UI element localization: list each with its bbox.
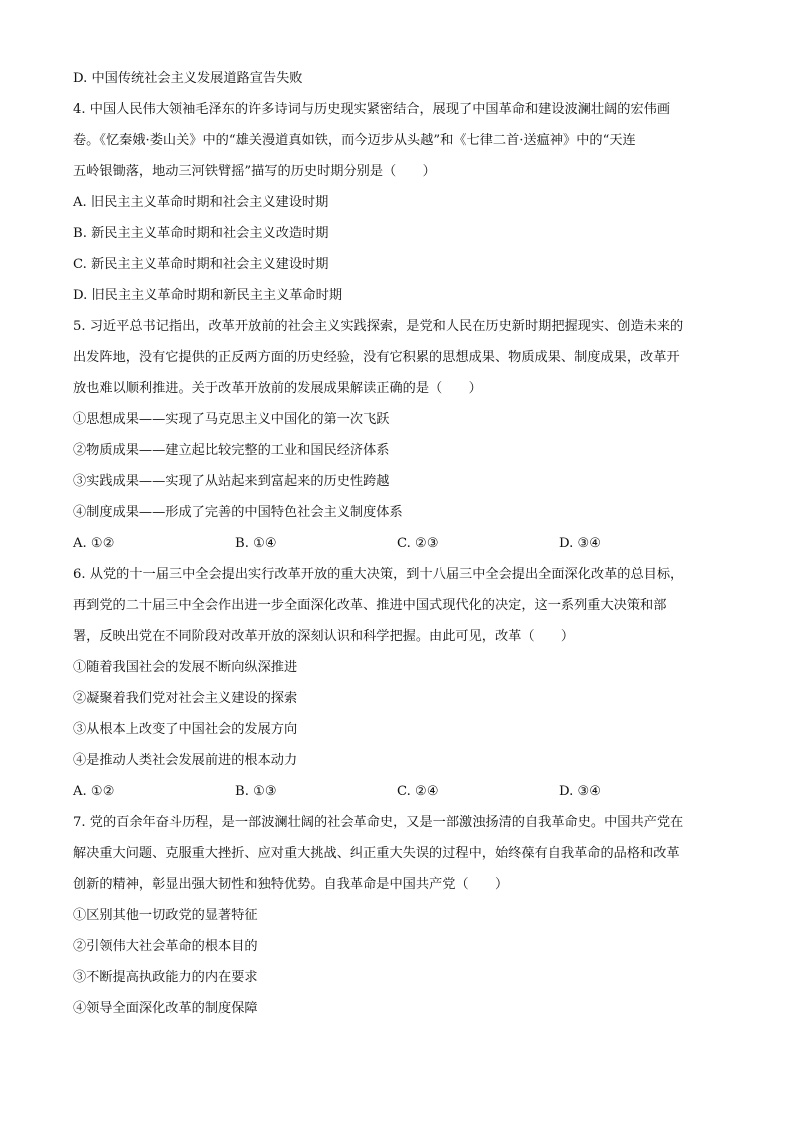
question-list bbox=[73, 63, 723, 1024]
option-b: B. 新民主主义革命时期和社会主义改造时期 bbox=[73, 226, 329, 241]
choice-a: A. ①② bbox=[73, 536, 115, 551]
choice-c: C. ②④ bbox=[397, 784, 439, 799]
stem-line: 署，反映出党在不同阶段对改革开放的深刻认识和科学把握。由此可见，改革（ ） bbox=[73, 629, 575, 644]
choice-b: B. ①③ bbox=[235, 784, 277, 799]
stem-line: 再到党的二十届三中全会作出进一步全面深化改革、推进中国式现代化的决定，这一系列重大决策和部 bbox=[73, 598, 667, 613]
question-stem bbox=[73, 807, 723, 900]
stem-line: 出发阵地，没有它提供的正反两方面的历史经验，没有它积累的思想成果、物质成果、制度成果，改革开 bbox=[73, 350, 680, 365]
choice-b: B. ①④ bbox=[235, 536, 277, 551]
stem-line: 放也难以顺利推进。关于改革开放前的发展成果解读正确的是（ ） bbox=[73, 381, 482, 396]
choice-a: A. ①② bbox=[73, 784, 115, 799]
statement-item: ②引领伟大社会革命的根本目的 bbox=[73, 939, 258, 954]
statement-item: ④领导全面深化改革的制度保障 bbox=[73, 1001, 258, 1016]
statement-item: ④是推动人类社会发展前进的根本动力 bbox=[73, 753, 298, 768]
choice-d: D. ③④ bbox=[559, 536, 602, 551]
statement-item: ②物质成果——建立起比较完整的工业和国民经济体系 bbox=[73, 443, 390, 458]
choice-c: C. ②③ bbox=[397, 536, 439, 551]
statement-item: ③不断提高执政能力的内在要求 bbox=[73, 970, 258, 985]
question-stem bbox=[73, 559, 723, 652]
option-c: C. 新民主主义革命时期和社会主义建设时期 bbox=[73, 257, 329, 272]
stem-line: 6. 从党的十一届三中全会提出实行改革开放的重大决策，到十八届三中全会提出全面深化改革的总目标， bbox=[73, 567, 684, 582]
stem-line: 5. 习近平总书记指出，改革开放前的社会主义实践探索，是党和人民在历史新时期把握现实、创造未来的 bbox=[73, 319, 684, 334]
choice-d: D. ③④ bbox=[559, 784, 602, 799]
answer-choices bbox=[73, 776, 723, 807]
question-5 bbox=[73, 311, 723, 559]
statement-item: ①随着我国社会的发展不断向纵深推进 bbox=[73, 660, 298, 675]
stem-line: 解决重大问题、克服重大挫折、应对重大挑战、纠正重大失误的过程中，始终葆有自我革命的品格和改革 bbox=[73, 846, 680, 861]
stem-line: 卷。《忆秦娥·娄山关》中的“雄关漫道真如铁，而今迈步从头越”和《七律二首·送瘟神》中的“天连 bbox=[73, 133, 636, 148]
statement-item: ①区别其他一切政党的显著特征 bbox=[73, 908, 258, 923]
option-d: D. 旧民主主义革命时期和新民主主义革命时期 bbox=[73, 288, 343, 303]
question-3-tail bbox=[73, 63, 723, 94]
question-7 bbox=[73, 807, 723, 1024]
question-4 bbox=[73, 94, 723, 311]
question-stem bbox=[73, 94, 723, 187]
option-d: D. 中国传统社会主义发展道路宣告失败 bbox=[73, 71, 303, 86]
question-6 bbox=[73, 559, 723, 807]
statement-item: ①思想成果——实现了马克思主义中国化的第一次飞跃 bbox=[73, 412, 390, 427]
statement-item: ③从根本上改变了中国社会的发展方向 bbox=[73, 722, 298, 737]
stem-line: 7. 党的百余年奋斗历程，是一部波澜壮阔的社会革命史，又是一部激浊扬清的自我革命史。中国共产党在 bbox=[73, 815, 684, 830]
question-stem bbox=[73, 311, 723, 404]
stem-line: 4. 中国人民伟大领袖毛泽东的许多诗词与历史现实紧密结合，展现了中国革命和建设波澜壮阔的宏伟画 bbox=[73, 102, 671, 117]
stem-line: 创新的精神，彰显出强大韧性和独特优势。自我革命是中国共产党（ ） bbox=[73, 877, 509, 892]
answer-choices bbox=[73, 528, 723, 559]
option-a: A. 旧民主主义革命时期和社会主义建设时期 bbox=[73, 195, 329, 210]
statement-item: ③实践成果——实现了从站起来到富起来的历史性跨越 bbox=[73, 474, 390, 489]
statement-item: ②凝聚着我们党对社会主义建设的探索 bbox=[73, 691, 298, 706]
stem-line: 五岭银锄落，地动三河铁臂摇”描写的历史时期分别是（ ） bbox=[73, 164, 436, 179]
statement-item: ④制度成果——形成了完善的中国特色社会主义制度体系 bbox=[73, 505, 403, 520]
